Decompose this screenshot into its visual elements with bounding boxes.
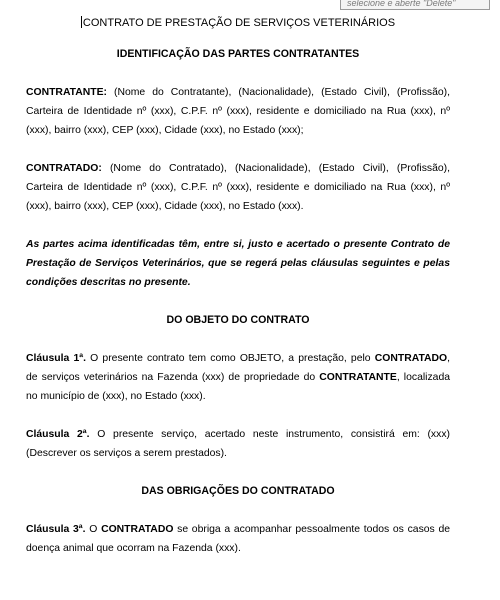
- clause-3-text-a: O: [85, 524, 102, 535]
- contratante-label: CONTRATANTE:: [26, 87, 107, 98]
- contratado-label: CONTRATADO:: [26, 163, 102, 174]
- clause-3-label: Cláusula 3ª.: [26, 524, 86, 535]
- document-title: [26, 14, 450, 33]
- clause-1-text-a: O presente contrato tem como OBJETO, a prestação, pelo: [86, 353, 375, 364]
- clause-3-text-c: se obriga a acompanhar pessoalmente todos os casos de doença animal que ocorram na Fazenda (xxx).: [26, 524, 451, 554]
- clause-2-label: Cláusula 2ª.: [26, 429, 90, 440]
- paragraph-clause-2: [26, 425, 450, 463]
- heading-obligations: DAS OBRIGAÇÕES DO CONTRATADO: [141, 485, 335, 497]
- heading-parties: IDENTIFICAÇÃO DAS PARTES CONTRATANTES: [116, 48, 360, 60]
- paragraph-contratante: [26, 83, 450, 140]
- clause-3-contratado: CONTRATADO: [101, 524, 174, 535]
- document-title-text: CONTRATO DE PRESTAÇÃO DE SERVIÇOS VETERINÁRIOS: [82, 17, 396, 29]
- contract-document: [26, 14, 450, 558]
- clause-1-contratante: CONTRATANTE: [319, 372, 397, 383]
- clause-1-contratado: CONTRATADO: [374, 353, 448, 364]
- clause-1-text-c: , de serviços veterinários na Fazenda (xxx) de propriedade do: [26, 353, 450, 383]
- paragraph-clause-1: [26, 349, 450, 406]
- clause-2-text: O presente serviço, acertado neste instrumento, consistirá em: (xxx) (Descrever os serviços a serem prestados).: [26, 429, 450, 459]
- paragraph-contratado: [26, 159, 450, 216]
- clause-1-label: Cláusula 1ª.: [26, 353, 86, 364]
- clause-1-text-e: , localizada no município de (xxx), no Estado (xxx).: [26, 372, 450, 402]
- paragraph-clause-3: [26, 520, 450, 558]
- contratado-text: (Nome do Contratado), (Nacionalidade), (Estado Civil), (Profissão), Carteira de Identidade nº (xxx), C.P.F. nº (xxx), residente e domiciliado na Rua (xxx), nº (xxx), bairro (xxx), CEP (xxx), Cidade (xxx), no Estado (xxx).: [26, 163, 450, 212]
- contratante-text: (Nome do Contratante), (Nacionalidade), (Estado Civil), (Profissão), Carteira de Identidade nº (xxx), C.P.F. nº (xxx), residente e domiciliado na Rua (xxx), nº (xxx), bairro (xxx), CEP (xxx), Cidade (xxx), no Estado (xxx);: [26, 87, 450, 136]
- text-cursor: [81, 16, 82, 28]
- heading-object: DO OBJETO DO CONTRATO: [166, 314, 310, 326]
- delete-hint-box: selecione e aberte "Delete": [340, 0, 490, 10]
- paragraph-intro: As partes acima identificadas têm, entre si, justo e acertado o presente Contrato de Prestação de Serviços Veterinários, que se regerá pelas cláusulas seguintes e pelas condições descritas no presente.: [26, 239, 450, 288]
